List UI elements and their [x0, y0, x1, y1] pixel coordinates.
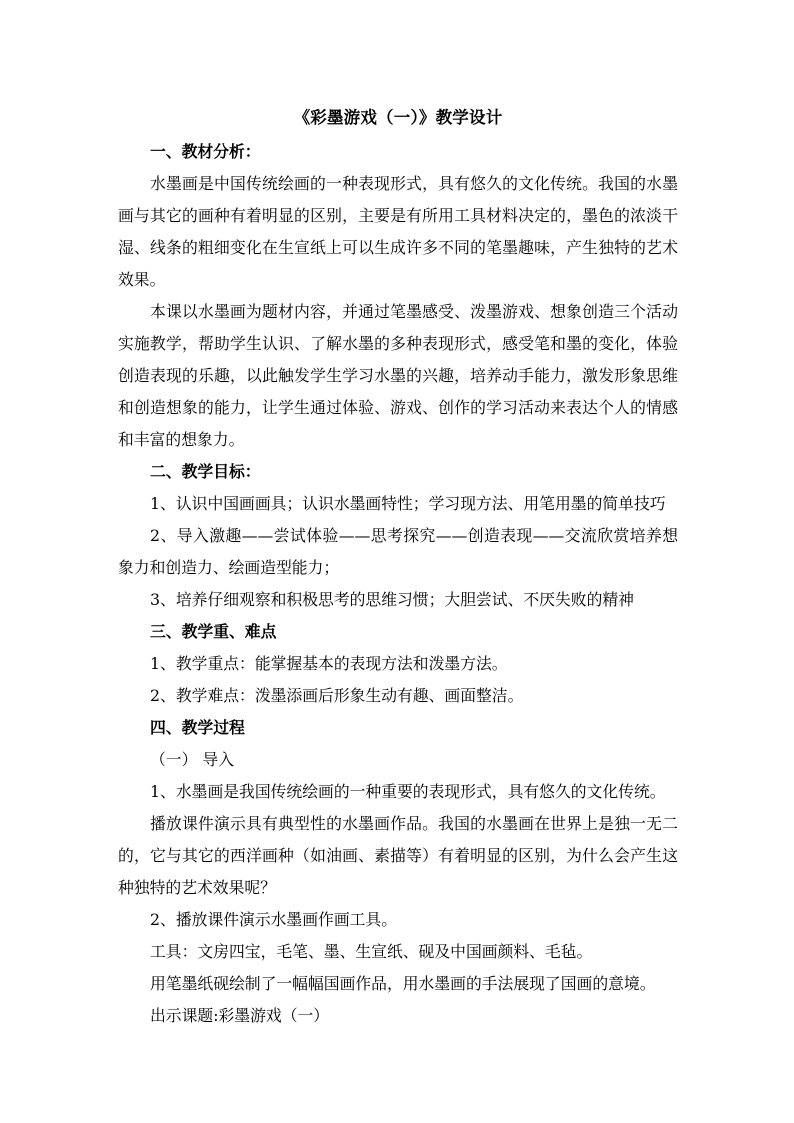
section-heading-key-points: 三、教学重、难点	[150, 622, 277, 641]
document-body	[118, 104, 678, 1032]
paragraph-ink-painting-intro: 水墨画是中国传统绘画的一种表现形式，具有悠久的文化传统。我国的水墨画与其它的画种有着明显的区别，主要是有所用工具材料决定的，墨色的浓淡干湿、线条的粗细变化在生宣纸上可以生成许多不同的笔墨趣味，产生独特的艺术效果。	[118, 174, 678, 289]
process-item-2: 2、播放课件演示水墨画作画工具。	[150, 910, 398, 929]
document-title: 《彩墨游戏（一）》教学设计	[293, 108, 503, 127]
process-item-1: 1、水墨画是我国传统绘画的一种重要的表现形式，具有悠久的文化传统。	[150, 782, 666, 801]
goal-item-3: 3、培养仔细观察和积极思考的思维习惯；大胆尝试、不厌失败的精神	[150, 590, 634, 609]
section-heading-teaching-goals: 二、教学目标：	[150, 462, 261, 481]
section-heading-material-analysis: 一、教材分析：	[150, 142, 261, 161]
paragraph-artwork: 用笔墨纸砚绘制了一幅幅国画作品，用水墨画的手法展现了国画的意境。	[150, 974, 656, 993]
section-heading-teaching-process: 四、教学过程	[150, 718, 245, 737]
goal-item-1: 1、认识中国画画具；认识水墨画特性；学习现方法、用笔用墨的简单技巧	[150, 494, 666, 513]
paragraph-lesson-topic: 出示课题:彩墨游戏（一）	[150, 1006, 330, 1025]
goal-item-2: 2、导入激趣——尝试体验——思考探究——创造表现——交流欣赏培养想象力和创造力、绘画造型能力；	[118, 526, 678, 577]
subsection-introduction: （一） 导入	[150, 750, 235, 769]
key-point-item: 1、教学重点：能掌握基本的表现方法和泼墨方法。	[150, 654, 508, 673]
paragraph-courseware-demo: 播放课件演示具有典型性的水墨画作品。我国的水墨画在世界上是独一无二的，它与其它的西洋画种（如油画、素描等）有着明显的区别，为什么会产生这种独特的艺术效果呢？	[118, 814, 678, 897]
difficulty-item: 2、教学难点：泼墨添画后形象生动有趣、画面整洁。	[150, 686, 524, 705]
paragraph-lesson-overview: 本课以水墨画为题材内容，并通过笔墨感受、泼墨游戏、想象创造三个活动实施教学，帮助学生认识、了解水墨的多种表现形式，感受笔和墨的变化，体验创造表现的乐趣，以此触发学生学习水墨的兴趣，培养动手能力，激发形象思维和创造想象的能力，让学生通过体验、游戏、创作的学习活动来表达个人的情感和丰富的想象力。	[118, 302, 678, 449]
paragraph-tools: 工具：文房四宝，毛笔、墨、生宣纸、砚及中国画颜料、毛毡。	[150, 942, 593, 961]
